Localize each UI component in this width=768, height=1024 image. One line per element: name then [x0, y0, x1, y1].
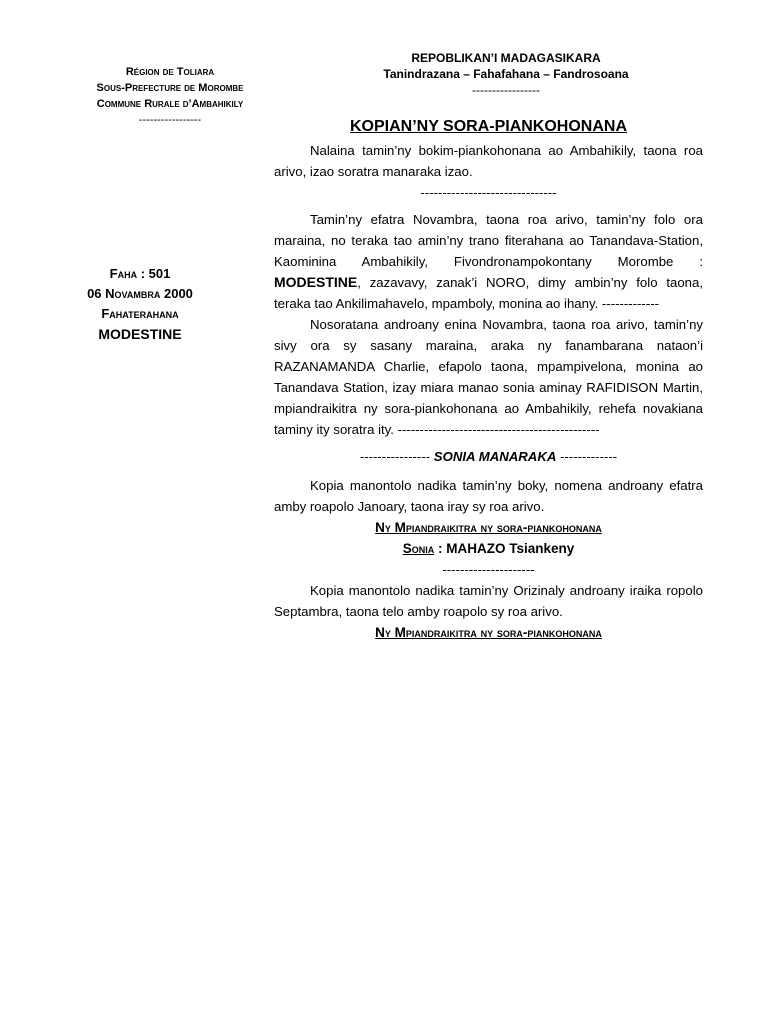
signatory-name: : MAHAZO Tsiankeny — [434, 541, 575, 556]
republic-divider: ----------------- — [472, 83, 540, 97]
document-body — [274, 116, 703, 643]
sonia-dashes-left: ---------------- — [359, 449, 434, 464]
birth-text-1: Tamin’ny efatra Novambra, taona roa arivo, tamin’ny folo ora maraina, no teraka tao amin’ny trano fiterahana ao Tanandava-Station, Kaominina Ambahikily, Fivondronampokontany Morombe : — [274, 212, 703, 269]
divider-2: --------------------- — [442, 562, 535, 577]
reference-block — [70, 264, 210, 344]
copy-paragraph-1: Kopia manontolo nadika tamin’ny boky, nomena androany efatra amby roapolo Janoary, taona iray sy roa arivo. — [274, 478, 703, 514]
signatory-title-1: Ny Mpiandraikitra ny sora-piankohonana — [375, 520, 602, 535]
sous-prefecture-line: Sous-Prefecture de Morombe — [96, 82, 244, 94]
left-header-divider: ----------------- — [138, 114, 202, 126]
birth-text-2: , zazavavy, zanak’i NORO, dimy ambin’ny folo taona, teraka tao Ankilimahavelo, mpamboly, monina ao ihany. ------------- — [274, 275, 703, 311]
signatory-title-2: Ny Mpiandraikitra ny sora-piankohonana — [375, 625, 602, 640]
signature-line-1 — [274, 538, 703, 559]
national-motto: Tanindrazana – Fahafahana – Fandrosoana — [383, 67, 629, 81]
birth-paragraph — [274, 209, 703, 314]
reference-date: 06 Novambra 2000 — [87, 286, 193, 301]
left-header — [70, 64, 270, 128]
child-name: MODESTINE — [274, 274, 358, 290]
commune-line: Commune Rurale d’Ambahikily — [96, 98, 244, 110]
signature-label: Sonia — [402, 541, 435, 556]
country-name: REPOBLIKAN’I MADAGASIKARA — [411, 51, 601, 65]
reference-label: Fahaterahana — [101, 306, 179, 321]
divider-1: ------------------------------- — [420, 185, 557, 200]
registration-paragraph: Nosoratana androany enina Novambra, taona roa arivo, tamin’ny sivy ora sy sasany maraina, araka ny fanambarana nataon’i RAZANAMANDA Charlie, efapolo taona, mpampivelona, monina ao Tanandava Station, izay miara manao sonia aminay RAFIDISON Martin, mpiandraikitra ny sora-piankohonana ao Ambahikily, rehefa novakiana taminy ity soratra ity. ---------------------------------------------- — [274, 317, 703, 437]
intro-paragraph: Nalaina tamin’ny bokim-piankohonana ao Ambahikily, taona roa arivo, izao soratra manaraka izao. — [274, 143, 703, 179]
region-line: Région de Toliara — [125, 66, 215, 78]
document-title: KOPIAN’NY SORA-PIANKOHONANA — [349, 118, 628, 135]
sonia-label: SONIA MANARAKA — [433, 449, 557, 464]
sonia-line — [274, 446, 703, 467]
republic-header — [340, 50, 672, 98]
sonia-dashes-right: ------------- — [556, 449, 618, 464]
copy-paragraph-2: Kopia manontolo nadika tamin’ny Orizinaly androany iraika ropolo Septambra, taona telo amby roapolo sy roa arivo. — [274, 583, 703, 619]
faha-number: Faha : 501 — [109, 266, 171, 281]
reference-name: MODESTINE — [98, 326, 182, 342]
